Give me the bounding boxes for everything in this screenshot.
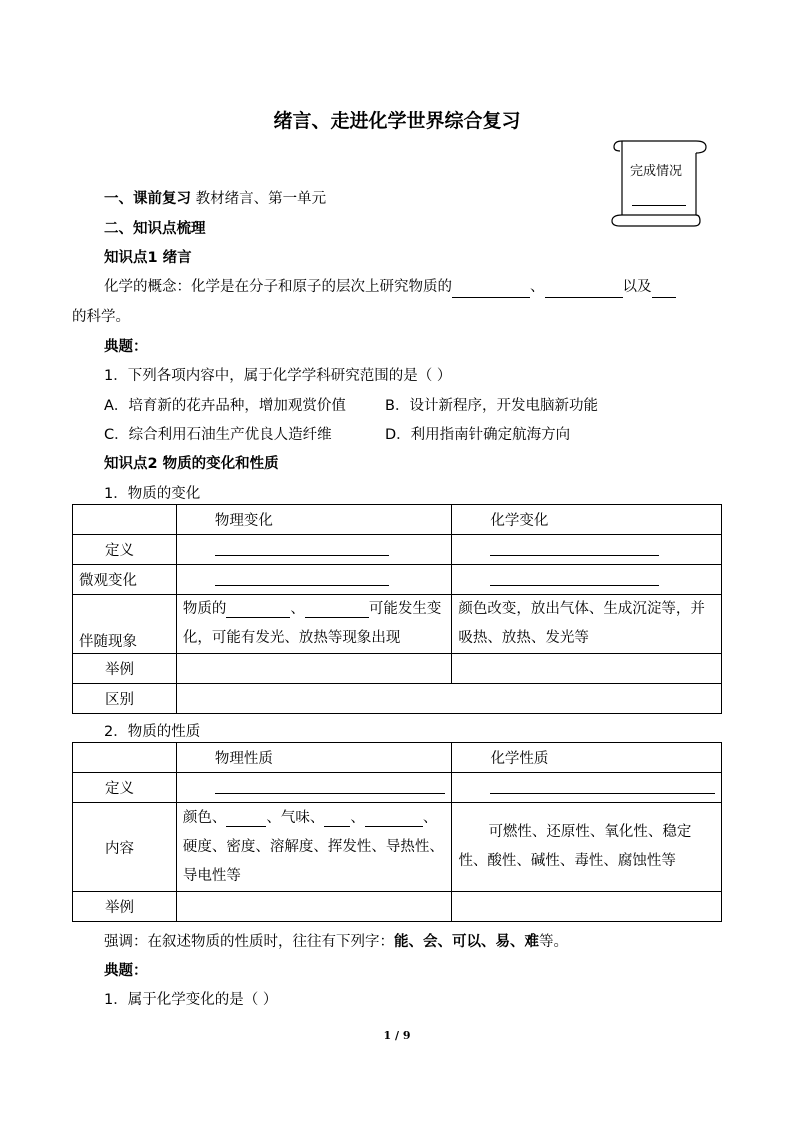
kp1-line2: 的科学。: [72, 309, 130, 325]
fill-blank: [452, 277, 530, 298]
table-cell: [73, 505, 177, 535]
example1-question: 1．下列各项内容中，属于化学学科研究范围的是（ ）: [104, 368, 452, 384]
cell-text: 颜色、: [182, 809, 227, 826]
table-cell: [452, 654, 722, 684]
row-example: 举例: [73, 892, 177, 922]
stamp-blank: [632, 205, 686, 206]
emphasis-line: [104, 932, 568, 952]
col-physical-property: 物理性质: [176, 743, 452, 773]
row-micro-change: 微观变化: [73, 565, 177, 595]
fill-blank: [545, 277, 623, 298]
cell-text: 、: [350, 809, 365, 826]
table-cell: [176, 684, 721, 714]
section-review-head: 一、课前复习: [104, 191, 191, 207]
kp2-sub1: 1．物质的变化: [104, 486, 201, 502]
option-c: C．综合利用石油生产优良人造纤维: [104, 427, 332, 443]
section-review: [104, 189, 326, 209]
table-cell: [176, 595, 452, 654]
fill-blank: [652, 277, 676, 298]
table-cell: [73, 743, 177, 773]
page-number: 1 / 9: [383, 1029, 411, 1042]
cell-text: 、硬度、密度、溶解度、挥发性、导热性、导电性等: [182, 809, 444, 884]
col-chemical-property: 化学性质: [452, 743, 722, 773]
section-review-text: 教材绪言、第一单元: [195, 191, 327, 207]
row-definition: 定义: [73, 773, 177, 803]
table-cell: [176, 803, 452, 892]
emphasis-suffix: 等。: [539, 934, 568, 950]
kp2-sub2: 2．物质的性质: [104, 724, 201, 740]
fill-blank: [305, 601, 369, 618]
fill-blank: [215, 571, 390, 586]
kp2-head: 知识点2 物质的变化和性质: [104, 456, 279, 472]
table-row: [73, 684, 722, 714]
emphasis-keywords: 能、会、可以、易、难: [394, 934, 539, 950]
table-cell: 颜色改变，放出气体、生成沉淀等，并吸热、放热、发光等: [452, 595, 722, 654]
table-cell: [452, 565, 722, 595]
table-cell: [452, 773, 722, 803]
row-difference: 区别: [73, 684, 177, 714]
scroll-stamp-icon: [608, 135, 708, 227]
example1-head: 典题：: [104, 339, 148, 355]
fill-blank: [490, 571, 659, 586]
table-cell: [176, 535, 452, 565]
option-b: B．设计新程序，开发电脑新功能: [385, 398, 598, 414]
table-row: [73, 535, 722, 565]
row-definition: 定义: [73, 535, 177, 565]
kp1-line1: [104, 277, 676, 298]
changes-table: [72, 504, 722, 714]
fill-blank: [365, 810, 423, 827]
table-row: [73, 595, 722, 654]
fill-blank: [215, 541, 390, 556]
kp1-sep2: 以及: [622, 279, 652, 295]
table-cell: [452, 892, 722, 922]
table-row: [73, 565, 722, 595]
fill-blank: [490, 541, 659, 556]
cell-text: 物质的: [182, 601, 227, 617]
table-row: [73, 505, 722, 535]
example2-question: 1．属于化学变化的是（ ）: [104, 992, 278, 1008]
row-content: 内容: [73, 803, 177, 892]
section-knowledge-head: 二、知识点梳理: [104, 221, 206, 237]
kp1-sep1: 、: [530, 279, 545, 295]
table-row: [73, 803, 722, 892]
table-cell: [176, 892, 452, 922]
emphasis-prefix: 强调：在叙述物质的性质时，往往有下列字：: [104, 934, 394, 950]
col-chemical-change: 化学变化: [452, 505, 722, 535]
table-row: [73, 743, 722, 773]
cell-text: 可能发生变化，可能有发光、放热等现象出现: [182, 601, 442, 646]
table-row: [73, 654, 722, 684]
fill-blank: [324, 810, 350, 827]
option-a: A．培育新的花卉品种，增加观赏价值: [104, 398, 346, 414]
table-cell: [452, 535, 722, 565]
fill-blank: [215, 779, 446, 794]
table-cell: 可燃性、还原性、氧化性、稳定性、酸性、碱性、毒性、腐蚀性等: [452, 803, 722, 892]
example2-head: 典题：: [104, 963, 148, 979]
kp1-line1-text: 化学的概念：化学是在分子和原子的层次上研究物质的: [104, 279, 452, 295]
table-cell: [176, 773, 452, 803]
kp1-head: 知识点1 绪言: [104, 250, 192, 266]
option-d: D．利用指南针确定航海方向: [385, 427, 571, 443]
fill-blank: [490, 779, 715, 794]
row-example: 举例: [73, 654, 177, 684]
document-title: 绪言、走进化学世界综合复习: [273, 110, 521, 132]
stamp-label: 完成情况: [630, 164, 683, 179]
table-cell: [176, 565, 452, 595]
properties-table: [72, 742, 722, 922]
cell-text: 、气味、: [266, 809, 325, 826]
cell-text: 、: [290, 601, 305, 617]
table-row: [73, 773, 722, 803]
table-row: [73, 892, 722, 922]
table-cell: [176, 654, 452, 684]
row-phenomena: 伴随现象: [73, 595, 177, 654]
fill-blank: [226, 810, 266, 827]
fill-blank: [226, 601, 290, 618]
col-physical-change: 物理变化: [176, 505, 452, 535]
